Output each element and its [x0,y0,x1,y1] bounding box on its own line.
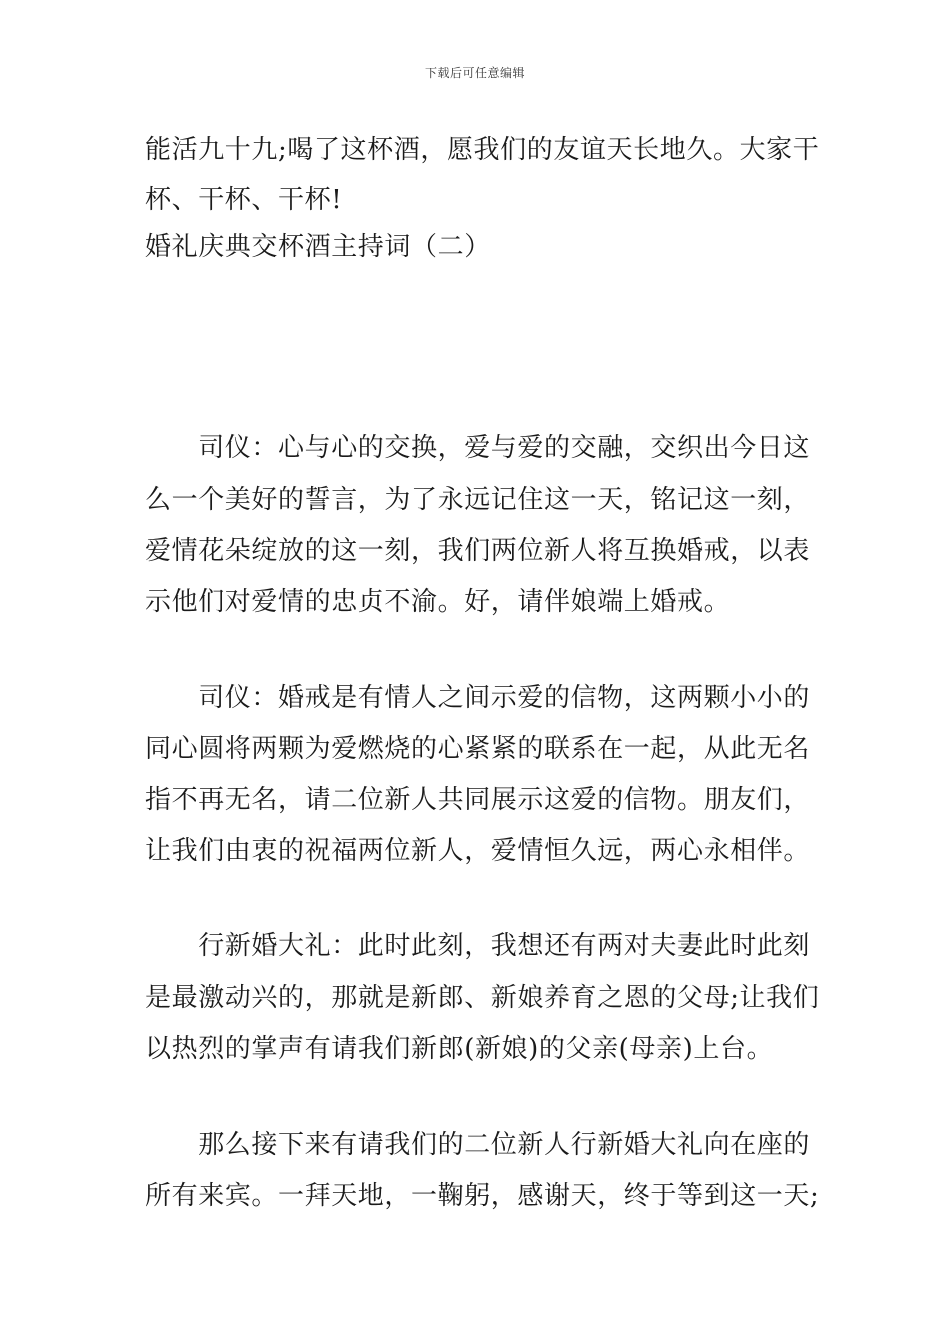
text-line: 司仪：心与心的交换，爱与爱的交融，交织出今日这 [145,433,811,463]
text-line: 同心圆将两颗为爱燃烧的心紧紧的联系在一起，从此无名 [145,734,811,764]
text-line: 司仪：婚戒是有情人之间示爱的信物，这两颗小小的 [145,683,811,713]
text-line: 示他们对爱情的忠贞不渝。好，请伴娘端上婚戒。 [145,587,731,617]
section-title: 婚礼庆典交杯酒主持词（二） [145,232,491,262]
page-header-note: 下载后可任意编辑 [424,66,525,80]
text-line: 让我们由衷的祝福两位新人，爱情恒久远，两心永相伴。 [145,836,811,866]
text-line: 杯、干杯、干杯! [145,185,343,215]
text-line: 那么接下来有请我们的二位新人行新婚大礼向在座的 [145,1130,811,1160]
text-line: 所有来宾。一拜天地，一鞠躬，感谢天，终于等到这一天; [145,1181,820,1211]
text-line: 行新婚大礼：此时此刻，我想还有两对夫妻此时此刻 [145,931,811,961]
text-line: 指不再无名，请二位新人共同展示这爱的信物。朋友们， [145,785,811,815]
text-line: 能活九十九;喝了这杯酒，愿我们的友谊天长地久。大家干 [145,135,820,165]
text-line: 爱情花朵绽放的这一刻，我们两位新人将互换婚戒，以表 [145,536,811,566]
text-line: 是最激动兴的，那就是新郎、新娘养育之恩的父母;让我们 [145,983,820,1013]
text-line: 么一个美好的誓言，为了永远记住这一天，铭记这一刻， [145,485,811,515]
text-line: 以热烈的掌声有请我们新郎(新娘)的父亲(母亲)上台。 [145,1034,774,1064]
